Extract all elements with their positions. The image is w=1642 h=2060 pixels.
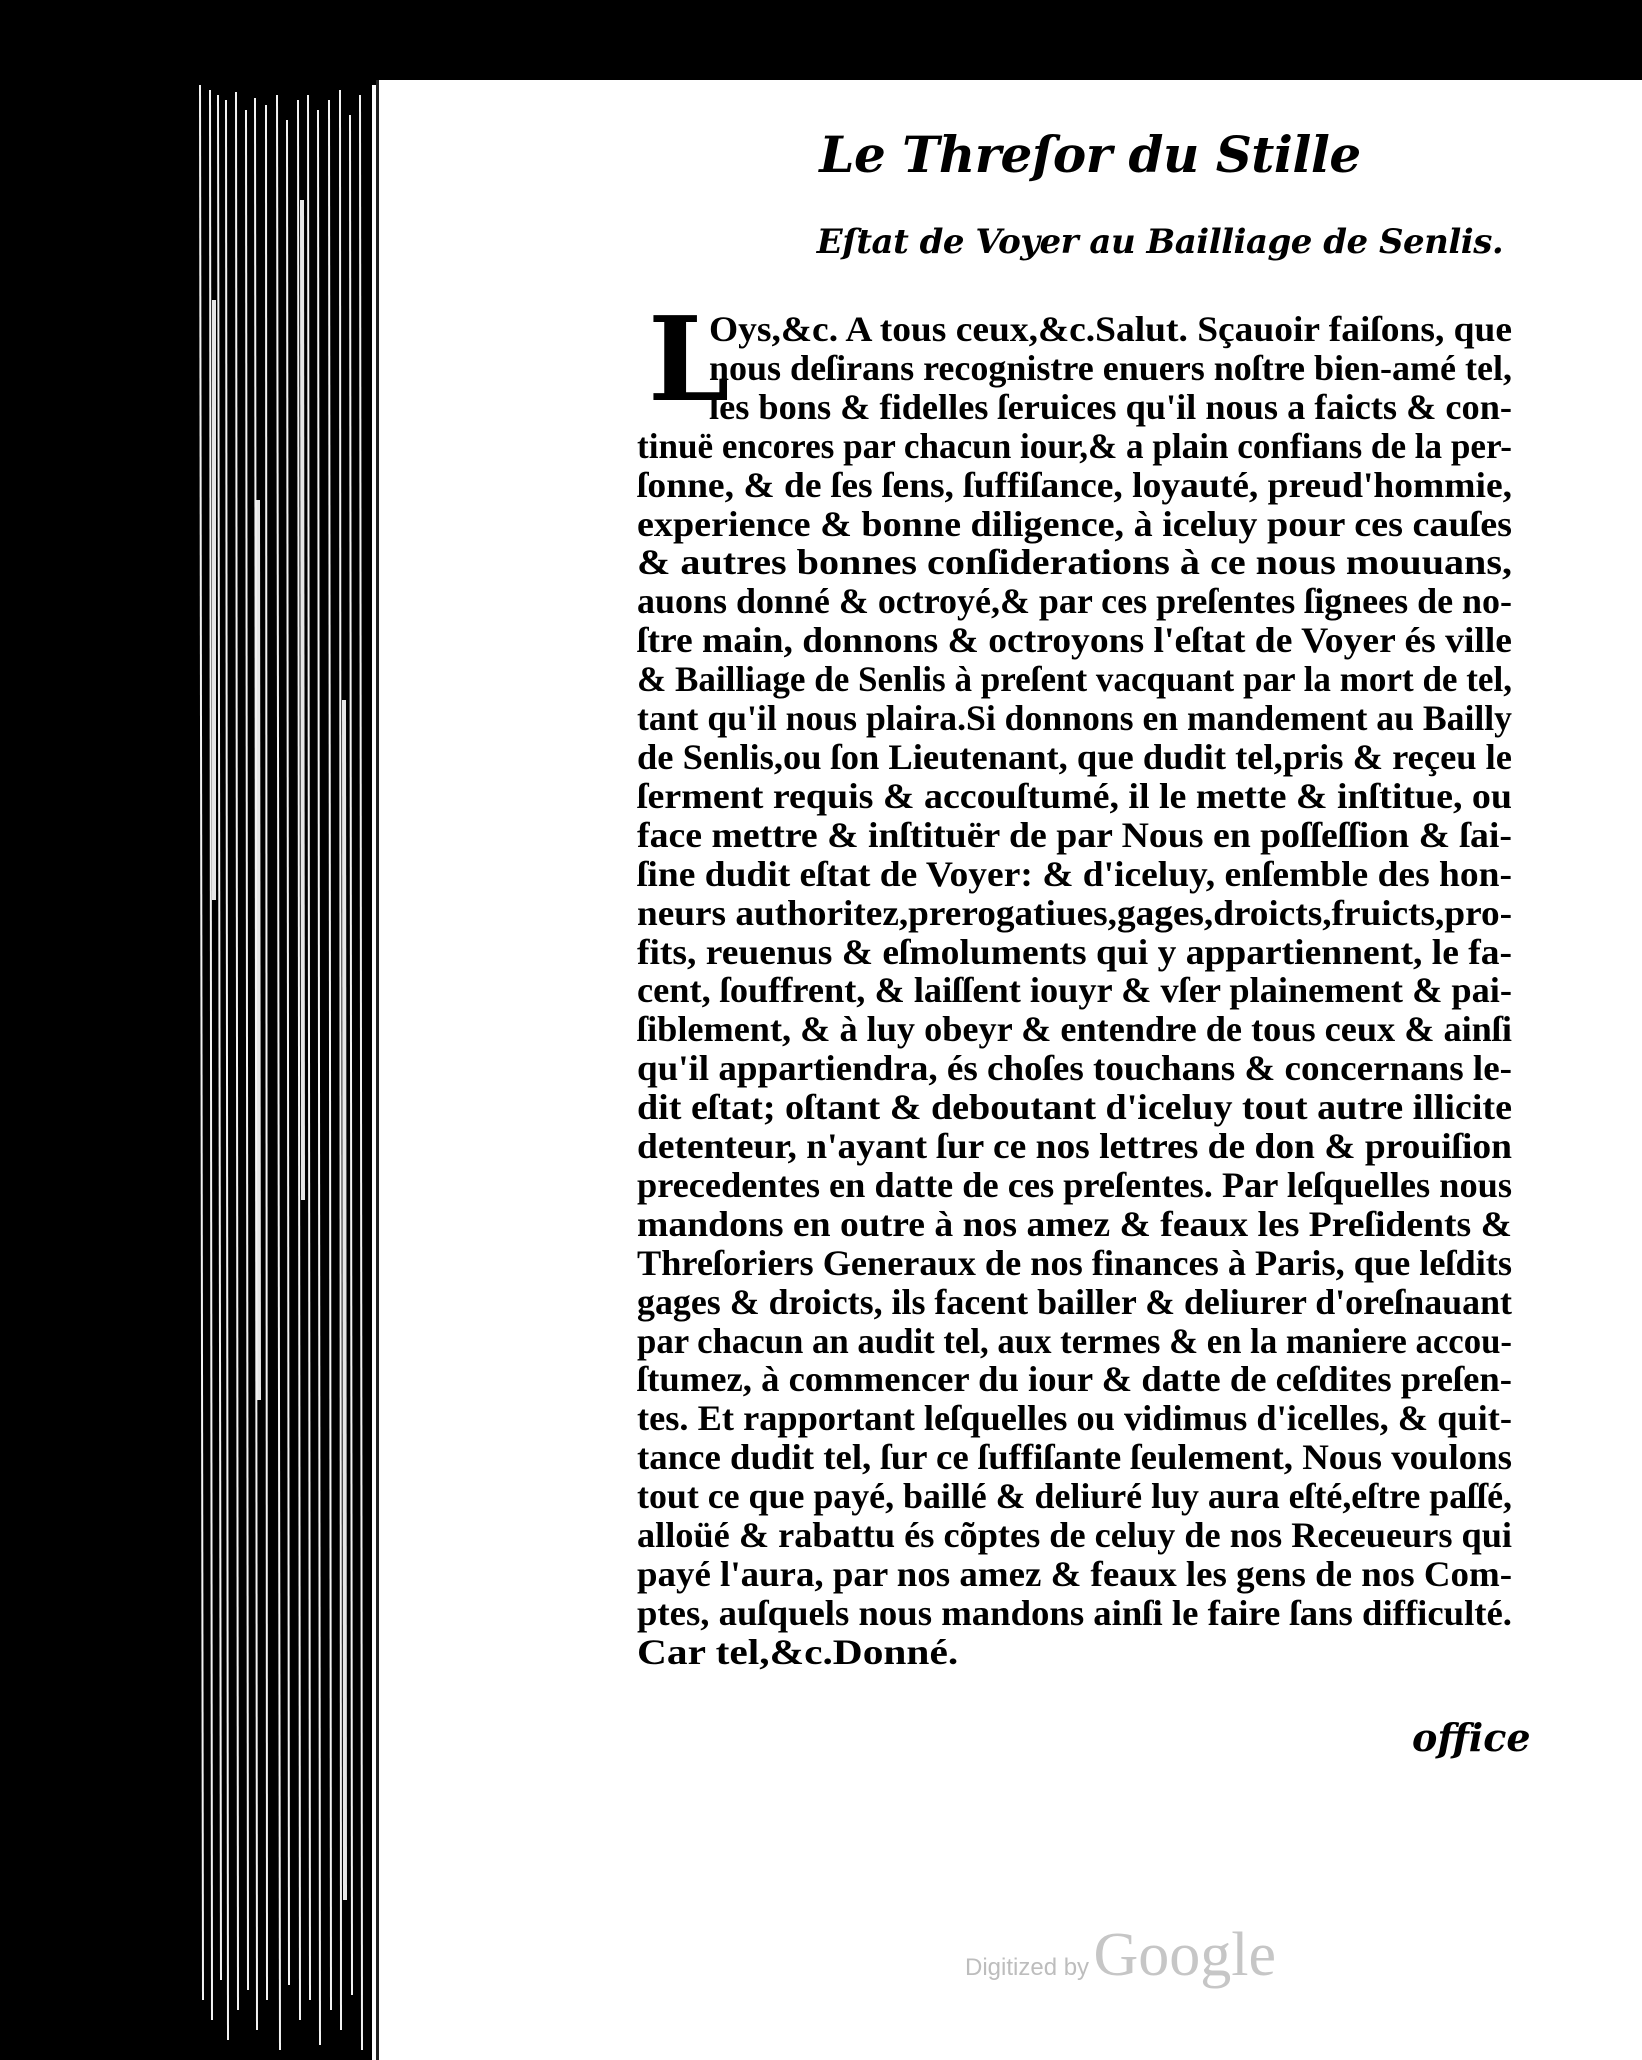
text-line: precedentes en datte de ces preſentes. Par leſquelles nous [637, 1164, 1512, 1205]
text-line: alloüé & rabattu és cõptes de celuy de nos Receueurs qui [637, 1515, 1512, 1556]
text-line: Car tel,&c.Donné. [637, 1631, 959, 1672]
text-line: ſiblement, & à luy obeyr & entendre de tous ceux & ainſi [637, 1009, 1512, 1050]
text-line: de Senlis,ou ſon Lieutenant, que dudit tel,pris & reçeu le [637, 736, 1512, 777]
drop-cap: L [648, 292, 730, 428]
running-head: Le Threſor du Stille [819, 125, 1361, 184]
text-line: ſtumez, à commencer du iour & datte de ceſdites preſen- [637, 1359, 1512, 1400]
text-line: ſerment requis & accouſtumé, il le mette & inſtitue, ou [637, 775, 1512, 816]
text-line: tes. Et rapportant leſquelles ou vidimus d'icelles, & quit- [637, 1398, 1512, 1439]
text-line: fits, reuenus & eſmoluments qui y appartiennent, le fa- [637, 931, 1512, 972]
text-line: & autres bonnes conſiderations à ce nous mouuans, [637, 542, 1512, 583]
body-text [637, 310, 1512, 1672]
text-line: gages & droicts, ils facent bailler & deliurer d'oreſnauant [637, 1281, 1512, 1322]
text-line: ſonne, & de ſes ſens, ſuffiſance, loyauté, preud'hommie, [637, 464, 1512, 505]
text-line: detenteur, n'ayant ſur ce nos lettres de don & prouiſion [637, 1126, 1512, 1167]
text-line: face mettre & inſtituër de par Nous en poſſeſſion & ſai- [637, 814, 1512, 855]
text-line: dit eſtat; oſtant & deboutant d'iceluy tout autre illicite [637, 1087, 1512, 1128]
text-line: Oys,&c. A tous ceux,&c.Salut. Sçauoir faiſons, que [709, 309, 1512, 349]
text-line: neurs authoritez,prerogatiues,gages,droicts,fruicts,pro- [637, 892, 1512, 933]
text-line: mandons en outre à nos amez & feaux les Preſidents & [637, 1203, 1512, 1244]
watermark-label: Digitized by [965, 1954, 1090, 1981]
text-line: qu'il appartiendra, és choſes touchans & concernans le- [637, 1048, 1512, 1089]
catchword: office [1412, 1715, 1531, 1760]
page-edge-stack [0, 0, 380, 2060]
text-line: par chacun an audit tel, aux termes & en la maniere accou- [637, 1320, 1512, 1361]
text-line: cent, ſouffrent, & laiſſent iouyr & vſer plainement & pai- [637, 970, 1512, 1011]
text-line: payé l'aura, par nos amez & feaux les gens de nos Com- [637, 1554, 1512, 1594]
section-title: Eſtat de Voyer au Bailliage de Senlis. [816, 222, 1504, 262]
watermark-brand-logo: Google [1093, 1921, 1277, 1989]
text-line: & Bailliage de Senlis à preſent vacquant par la mort de tel, [637, 659, 1512, 700]
text-line: ſine dudit eſtat de Voyer: & d'iceluy, enſemble des hon- [637, 853, 1512, 894]
text-line: Threſoriers Generaux de nos finances à Paris, que leſdits [637, 1242, 1512, 1283]
text-line: tance dudit tel, ſur ce ſuffiſante ſeulement, Nous voulons [637, 1437, 1512, 1478]
text-line: tout ce que payé, baillé & deliuré luy aura eſté,eſtre paſſé, [637, 1476, 1512, 1517]
text-line: ſtre main, donnons & octroyons l'eſtat de Voyer és ville [637, 620, 1512, 661]
text-line: tinuë encores par chacun iour,& a plain confians de la per- [637, 425, 1512, 466]
text-line: nous deſirans recognistre enuers noſtre bien-amé tel, [709, 347, 1512, 388]
text-line: tant qu'il nous plaira.Si donnons en mandement au Bailly [637, 698, 1512, 739]
text-line: les bons & fidelles ſeruices qu'il nous a faicts & con- [709, 386, 1512, 427]
text-line: auons donné & octroyé,& par ces preſentes ſignees de no- [637, 581, 1512, 622]
text-line: experience & bonne diligence, à iceluy pour ces cauſes [637, 503, 1512, 544]
text-line: ptes, auſquels nous mandons ainſi le faire ſans difficulté. [637, 1592, 1512, 1633]
digitized-watermark [965, 1920, 1276, 1991]
